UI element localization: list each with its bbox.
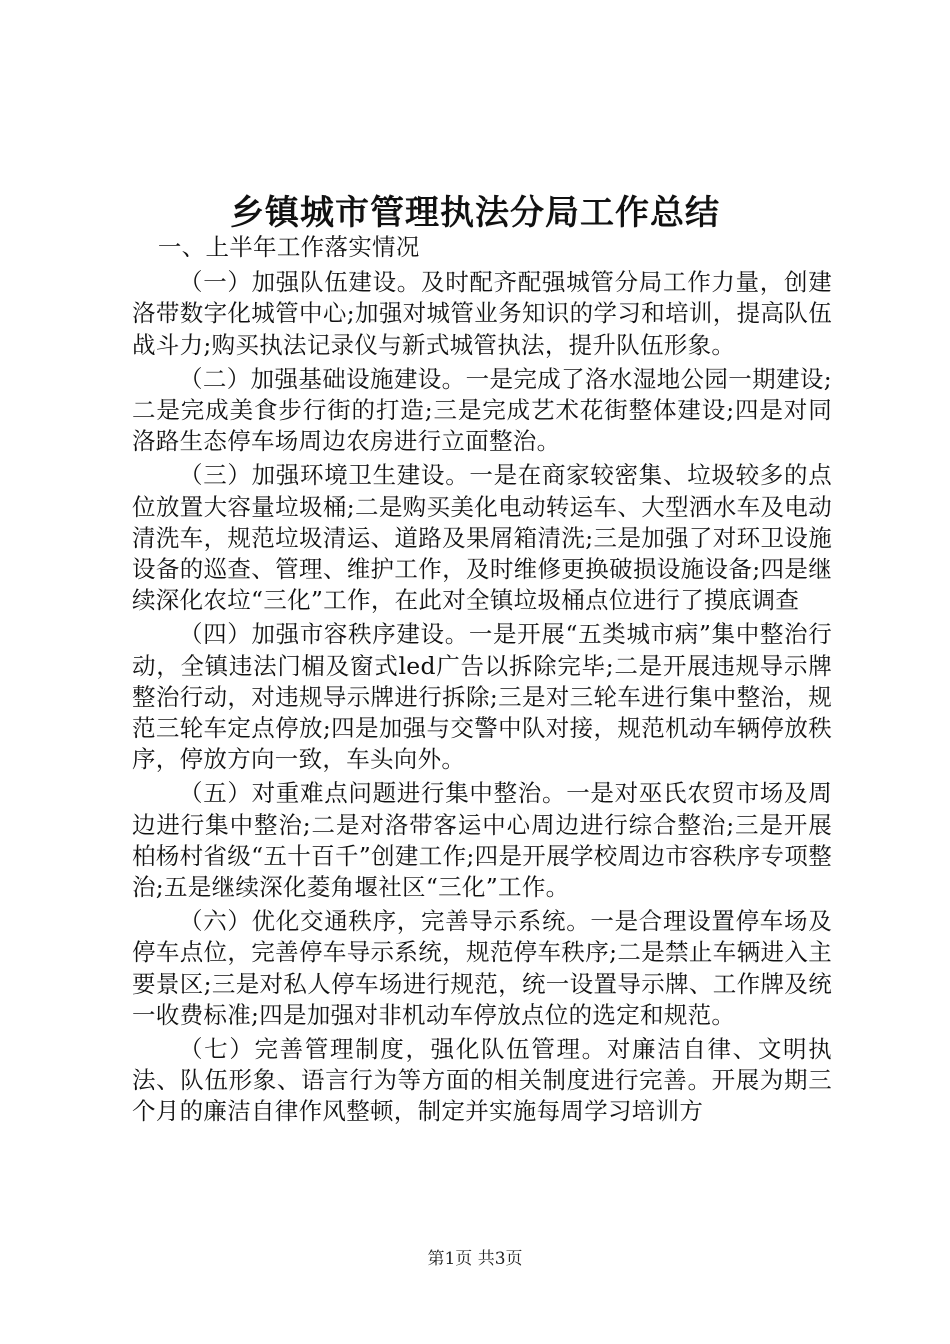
paragraph-3: （三）加强环境卫生建设。一是在商家较密集、垃圾较多的点位放置大容量垃圾桶;二是购买美化电动转运车、大型洒水车及电动清洗车，规范垃圾清运、道路及果屑箱清洗;三是加强了对环卫设施设备的巡查、管理、维护工作，及时维修更换破损设施设备;四是继续深化农垃“三化”工作，在此对全镇垃圾桶点位进行了摸底调查 <box>132 461 832 615</box>
paragraph-1: （一）加强队伍建设。及时配齐配强城管分局工作力量，创建洛带数字化城管中心;加强对城管业务知识的学习和培训，提高队伍战斗力;购买执法记录仪与新式城管执法，提升队伍形象。 <box>132 268 832 359</box>
paragraph-7: （七）完善管理制度，强化队伍管理。对廉洁自律、文明执法、队伍形象、语言行为等方面的相关制度进行完善。开展为期三个月的廉洁自律作风整顿，制定并实施每周学习培训方 <box>132 1035 832 1126</box>
paragraph-5: （五）对重难点问题进行集中整治。一是对巫氏农贸市场及周边进行集中整治;二是对洛带客运中心周边进行综合整治;三是开展柏杨村省级“五十百千”创建工作;四是开展学校周边市容秩序专项整治;五是继续深化菱角堰社区“三化”工作。 <box>132 779 832 902</box>
section-heading: 一、上半年工作落实情况 <box>157 233 420 261</box>
document-title: 乡镇城市管理执法分局工作总结 <box>230 193 720 233</box>
document-body <box>132 232 832 1131</box>
paragraph-6: （六）优化交通秩序，完善导示系统。一是合理设置停车场及停车点位，完善停车导示系统，规范停车秩序;二是禁止车辆进入主要景区;三是对私人停车场进行规范，统一设置导示牌、工作牌及统一收费标准;四是加强对非机动车停放点位的选定和规范。 <box>132 907 832 1029</box>
page-footer: 第1页 共3页 <box>427 1249 523 1269</box>
paragraph-2: （二）加强基础设施建设。一是完成了洛水湿地公园一期建设;二是完成美食步行街的打造;三是完成艺术花街整体建设;四是对同洛路生态停车场周边农房进行立面整治。 <box>132 364 832 456</box>
paragraph-4: （四）加强市容秩序建设。一是开展“五类城市病”集中整治行动，全镇违法门楣及窗式led广告以拆除完毕;二是开展违规导示牌整治行动，对违规导示牌进行拆除;三是对三轮车进行集中整治，规范三轮车定点停放;四是加强与交警中队对接，规范机动车辆停放秩序，停放方向一致，车头向外。 <box>132 620 832 774</box>
